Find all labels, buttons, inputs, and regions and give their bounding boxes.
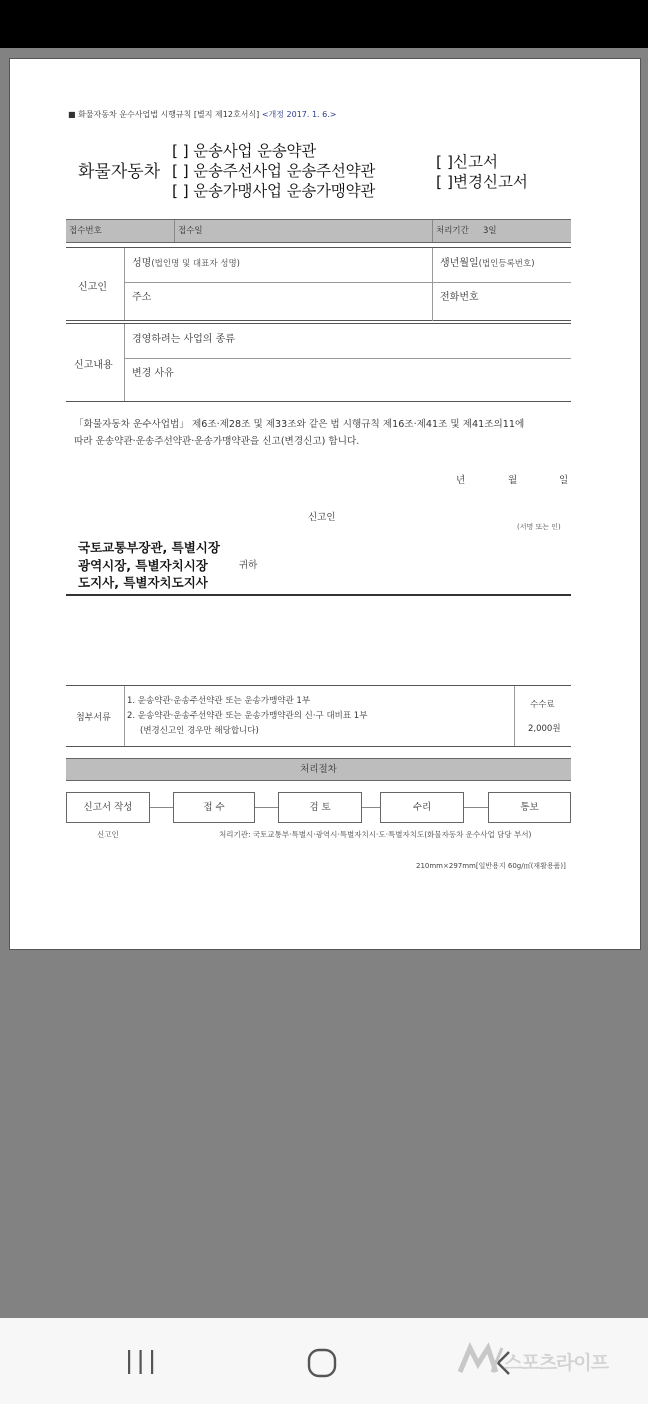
form-header	[68, 109, 336, 120]
attachment-item-note: (변경신고인 경우만 해당합니다)	[140, 726, 259, 736]
title-option-transport: [ ] 운송사업 운송약관	[172, 142, 317, 160]
navigation-bar	[0, 1318, 648, 1404]
status-bar	[0, 0, 648, 48]
receipt-row	[66, 219, 571, 243]
receipt-date-label: 접수일	[178, 226, 203, 236]
signer-label: 신고인	[308, 512, 336, 523]
attachment-item-2: 2. 운송약관·운송주선약관 또는 운송가맹약관의 신·구 대비표 1부	[127, 711, 368, 721]
processing-organization: 처리기관: 국토교통부·특별시·광역시·특별자치시·도·특별자치도(화물자동차 운수사업 담당 부서)	[219, 830, 532, 839]
change-reason-label: 변경 사유	[132, 368, 174, 379]
receipt-number-label: 접수번호	[69, 226, 102, 236]
date-month: 월	[508, 475, 518, 486]
statement-line-1: 「화물자동차 운수사업법」 제6조·제28조 및 제33조와 같은 법 시행규칙 제16조·제41조 및 제41조의11에	[74, 419, 525, 430]
fee-value: 2,000원	[528, 724, 561, 734]
attachments-section	[66, 685, 571, 747]
recent-apps-button[interactable]	[126, 1348, 156, 1376]
procedure-title: 처리절차	[66, 758, 571, 781]
processing-days: 3일	[483, 226, 497, 236]
declarant-section	[66, 247, 571, 321]
recipient-line-3: 도지사, 특별자치도지사	[78, 575, 208, 590]
address-label: 주소	[132, 292, 152, 303]
home-button[interactable]	[306, 1347, 338, 1379]
form-revision: <개정 2017. 1. 6.>	[261, 110, 337, 119]
attachment-item-1: 1. 운송약관·운송주선약관 또는 운송가맹약관 1부	[127, 696, 311, 706]
signature-note: (서명 또는 인)	[517, 523, 561, 531]
processing-period-label: 처리기간	[436, 226, 469, 236]
name-label: 성명(법인명 및 대표자 성명)	[132, 258, 240, 269]
attachments-label: 첨부서류	[76, 713, 111, 723]
step-review: 검 토	[278, 792, 362, 823]
business-type-label: 경영하려는 사업의 종류	[132, 334, 235, 345]
birth-label: 생년월일(법인등록번호)	[440, 258, 535, 269]
form-header-prefix: ■ 화물자동차 운수사업법 시행규칙 [별지 제12호서식]	[68, 110, 260, 119]
honorific: 귀하	[239, 560, 258, 571]
date-year: 년	[456, 475, 466, 486]
content-section	[66, 323, 571, 402]
step-notification: 통보	[488, 792, 571, 823]
statement	[74, 416, 579, 450]
fee-label: 수수료	[530, 700, 555, 710]
declarant-label: 신고인	[78, 282, 107, 293]
recipient-divider	[66, 594, 571, 596]
recipient-line-2: 광역시장, 특별자치시장	[78, 557, 208, 573]
home-icon	[306, 1347, 338, 1379]
recipient-line-1: 국토교통부장관, 특별시장	[78, 540, 220, 555]
watermark	[458, 1342, 634, 1378]
document-page	[9, 58, 641, 950]
content-label: 신고내용	[74, 360, 113, 371]
statement-line-2: 따라 운송약관·운송주선약관·운송가맹약관을 신고(변경신고) 합니다.	[74, 436, 360, 447]
phone-label: 전화번호	[440, 292, 479, 303]
date-day: 일	[559, 475, 569, 486]
step-write-report: 신고서 작성	[66, 792, 150, 823]
watermark-text: 스포츠라이프	[504, 1352, 609, 1374]
title-option-brokerage: [ ] 운송주선사업 운송주선약관	[172, 162, 376, 180]
title-main: 화물자동차	[78, 162, 161, 182]
recent-apps-icon	[126, 1348, 156, 1376]
paper-spec: 210mm×297mm[일반용지 60g/㎡(재활용품)]	[416, 862, 566, 870]
step-actor: 신고인	[97, 830, 119, 839]
title-kind-report: [ ]신고서	[436, 153, 498, 171]
title-option-franchise: [ ] 운송가맹사업 운송가맹약관	[172, 182, 376, 200]
title-kind-change-report: [ ]변경신고서	[436, 173, 528, 191]
recipient-block	[78, 539, 220, 592]
step-receipt: 접 수	[173, 792, 255, 823]
step-acceptance: 수리	[380, 792, 464, 823]
